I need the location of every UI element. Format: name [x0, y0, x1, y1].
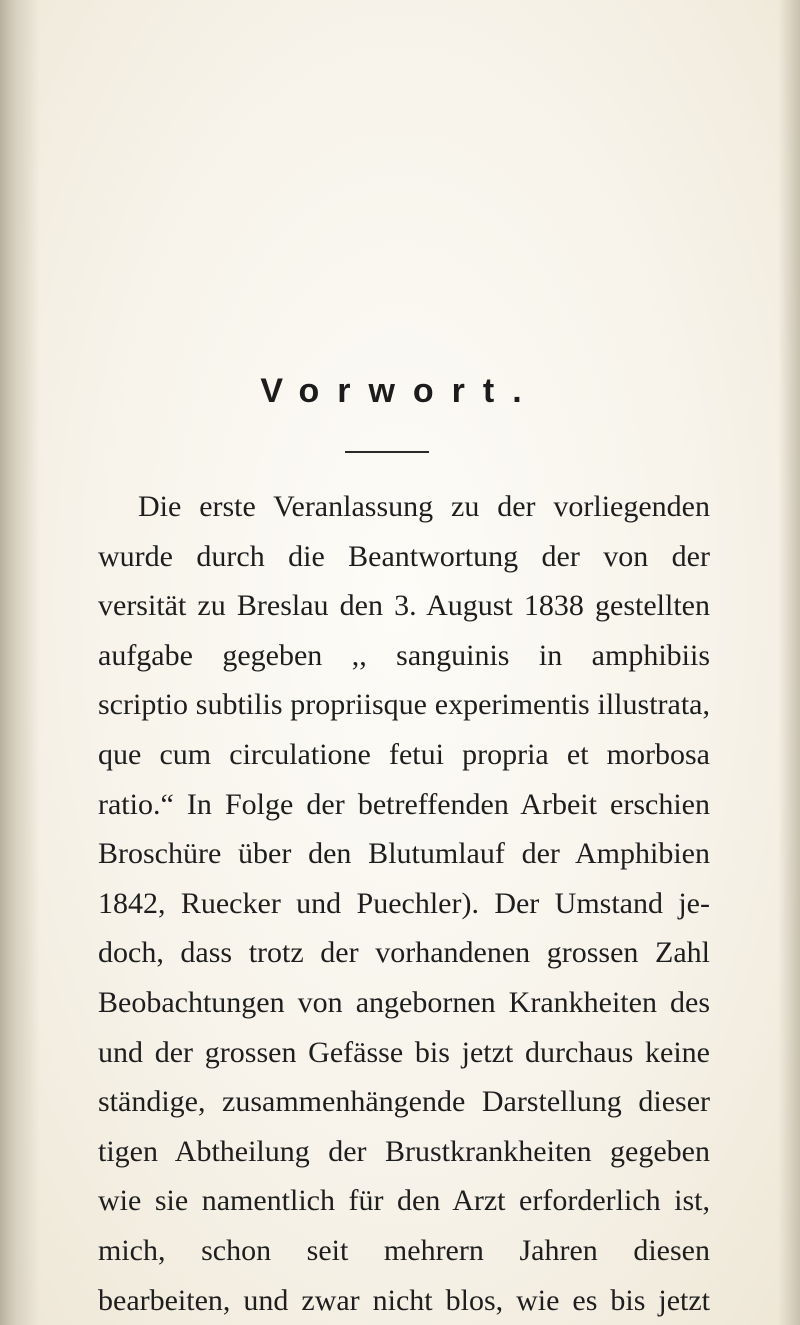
text-line: und der grossen Gefässe bis jetzt durchaus keine	[98, 1035, 710, 1069]
text-line: mich, schon seit mehrern Jahren diesen	[98, 1233, 710, 1267]
preface-paragraph	[98, 482, 710, 1325]
text-line: que cum circulatione fetui propria et morbosa	[98, 737, 710, 771]
text-line: 1842, Ruecker und Puechler). Der Umstand je-	[98, 886, 710, 920]
text-line: versität zu Breslau den 3. August 1838 gestellten	[98, 589, 710, 623]
text-line: aufgabe gegeben ,, sanguinis in amphibiis	[98, 638, 710, 672]
text-line: ständige, zusammenhängende Darstellung dieser	[98, 1085, 710, 1119]
text-line: wie sie namentlich für den Arzt erforderlich ist,	[98, 1184, 710, 1218]
text-line: Broschüre über den Blutumlauf der Amphibien	[98, 837, 710, 871]
text-line: scriptio subtilis propriisque experimentis illustrata,	[98, 688, 710, 722]
text-line: doch, dass trotz der vorhandenen grossen Zahl	[98, 936, 710, 970]
text-line: wurde durch die Beantwortung der von der	[98, 539, 710, 573]
text-line: Die erste Veranlassung zu der vorliegenden	[138, 490, 710, 523]
text-line: Beobachtungen von angebornen Krankheiten des	[98, 985, 710, 1019]
heading-divider	[345, 451, 429, 453]
text-line: ratio.“ In Folge der betreffenden Arbeit erschien	[98, 787, 710, 821]
text-line: tigen Abtheilung der Brustkrankheiten gegeben	[98, 1134, 710, 1168]
text-line: bearbeiten, und zwar nicht blos, wie es bis jetzt	[98, 1283, 710, 1317]
page-heading: Vorwort.	[260, 372, 540, 410]
page-shadow-right	[778, 0, 800, 1325]
page-shadow-left	[0, 0, 40, 1325]
